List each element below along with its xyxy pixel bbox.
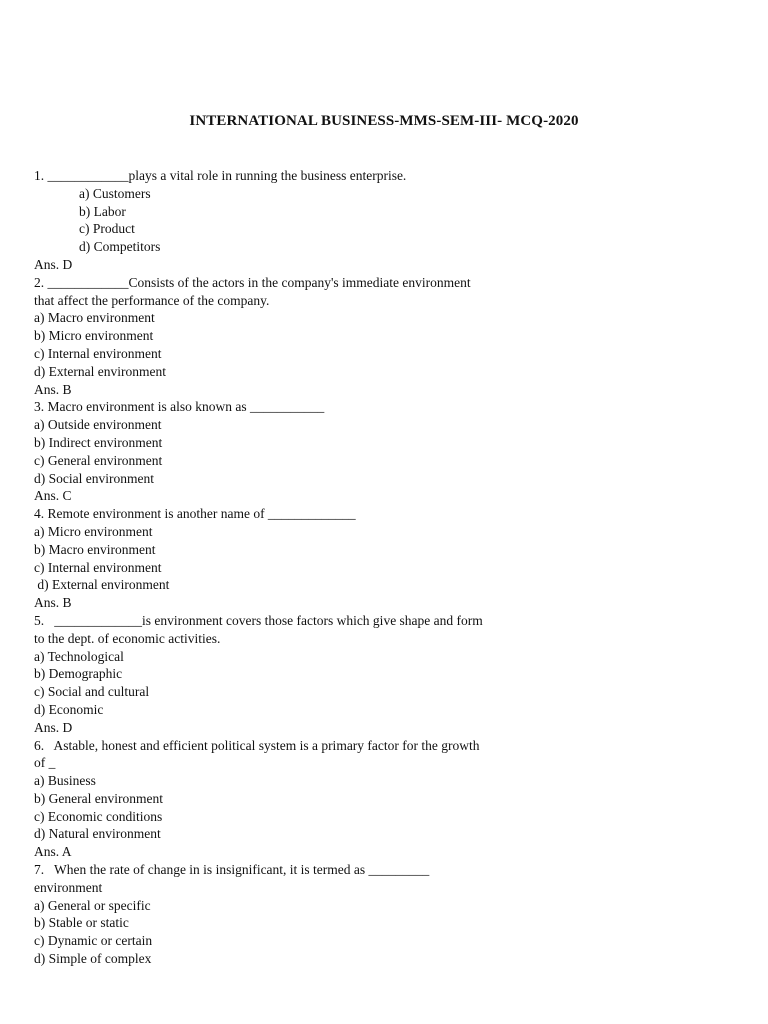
question-5-option-c: c) Social and cultural xyxy=(34,684,150,700)
question-1-text: 1. ____________plays a vital role in running the business enterprise. xyxy=(34,168,407,183)
question-list xyxy=(34,167,554,968)
question-5-text: 5. _____________is environment covers those factors which give shape and form xyxy=(34,612,483,628)
question-6-text-cont: of _ xyxy=(34,755,56,771)
question-5-text-cont: to the dept. of economic activities. xyxy=(34,630,221,646)
question-1-option-d: d) Competitors xyxy=(79,239,161,255)
question-6-option-d: d) Natural environment xyxy=(34,826,161,842)
question-7-option-b: b) Stable or static xyxy=(34,915,129,931)
question-5-option-b: b) Demographic xyxy=(34,666,123,682)
question-4-option-d: d) External environment xyxy=(34,577,170,593)
question-1-answer: Ans. D xyxy=(34,256,73,272)
question-7-text: 7. When the rate of change in is insignificant, it is termed as _________ xyxy=(34,862,430,878)
question-6-option-a: a) Business xyxy=(34,773,96,789)
question-3-answer: Ans. C xyxy=(34,488,72,504)
question-4-option-a: a) Micro environment xyxy=(34,523,153,539)
question-3-option-b: b) Indirect environment xyxy=(34,434,163,450)
question-3-option-a: a) Outside environment xyxy=(34,417,162,433)
question-2-option-d: d) External environment xyxy=(34,363,166,379)
question-2-option-a: a) Macro environment xyxy=(34,310,155,326)
question-5-option-a: a) Technological xyxy=(34,648,124,664)
question-1-option-c: c) Product xyxy=(79,221,135,237)
question-2-option-b: b) Micro environment xyxy=(34,328,154,344)
question-3-option-c: c) General environment xyxy=(34,452,163,468)
document-title: INTERNATIONAL BUSINESS-MMS-SEM-III- MCQ-2020 xyxy=(189,113,579,129)
question-7-option-a: a) General or specific xyxy=(34,897,151,913)
question-4-option-b: b) Macro environment xyxy=(34,541,156,557)
question-7-option-d: d) Simple of complex xyxy=(34,951,152,967)
question-7-text-cont: environment xyxy=(34,879,103,895)
question-1-option-a: a) Customers xyxy=(79,185,151,201)
question-2-text: 2. ____________Consists of the actors in the company's immediate environment xyxy=(34,274,471,290)
question-6-text: 6. Astable, honest and efficient political system is a primary factor for the growth xyxy=(34,737,480,753)
question-2-text-cont: that affect the performance of the company. xyxy=(34,292,270,308)
question-6-option-b: b) General environment xyxy=(34,790,163,806)
question-2-answer: Ans. B xyxy=(34,381,72,397)
question-1-option-b: b) Labor xyxy=(79,203,126,219)
question-4-answer: Ans. B xyxy=(34,595,72,611)
question-4-text: 4. Remote environment is another name of _____________ xyxy=(34,506,356,522)
question-5-answer: Ans. D xyxy=(34,719,73,735)
question-6-answer: Ans. A xyxy=(34,844,72,860)
question-5-option-d: d) Economic xyxy=(34,701,104,717)
question-6-option-c: c) Economic conditions xyxy=(34,808,163,824)
question-4-option-c: c) Internal environment xyxy=(34,559,162,575)
question-3-text: 3. Macro environment is also known as ___________ xyxy=(34,399,325,415)
question-7-option-c: c) Dynamic or certain xyxy=(34,933,153,949)
question-3-option-d: d) Social environment xyxy=(34,470,154,486)
question-2-option-c: c) Internal environment xyxy=(34,345,162,361)
